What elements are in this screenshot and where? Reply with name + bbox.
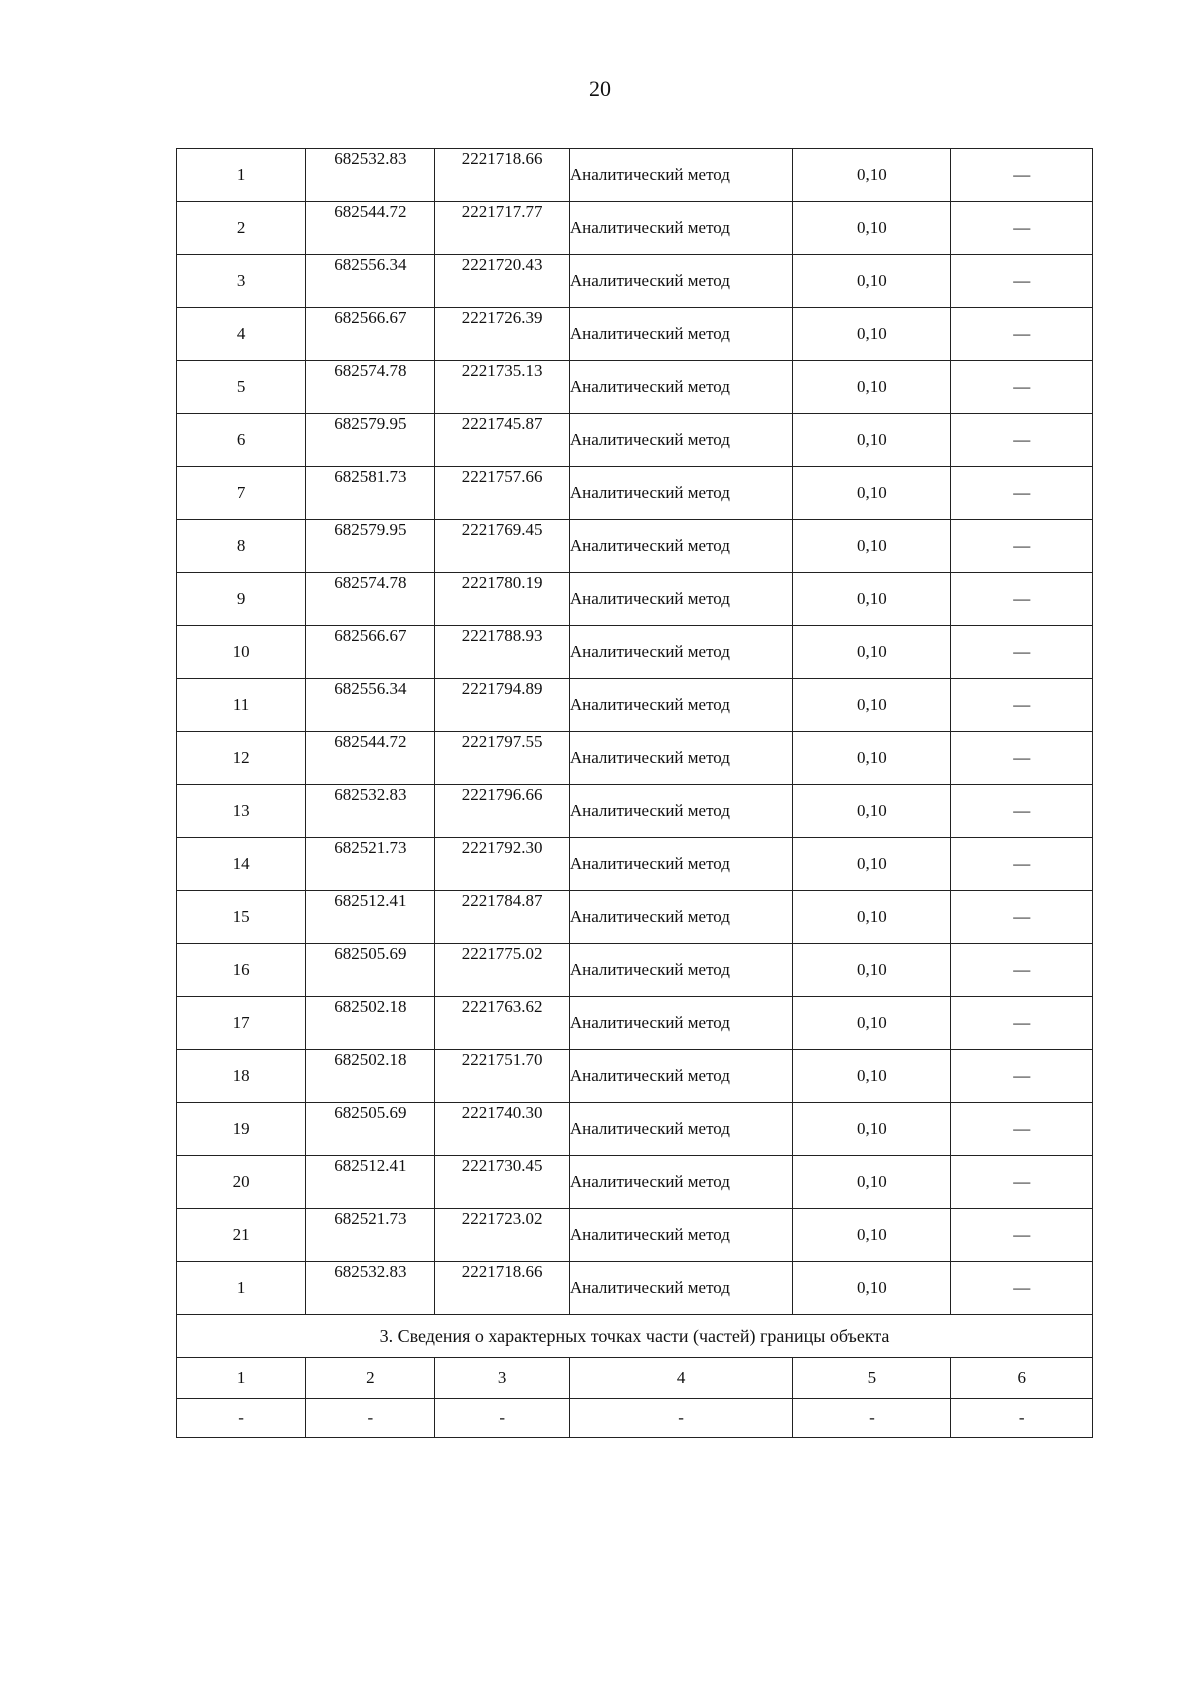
note-cell: —	[951, 626, 1093, 679]
coord-y-cell: 2221794.89	[435, 679, 569, 732]
section3-empty-cell: -	[435, 1399, 569, 1438]
section3-title-row	[177, 1315, 1093, 1358]
point-number-cell: 10	[177, 626, 306, 679]
accuracy-cell: 0,10	[793, 202, 951, 255]
note-cell: —	[951, 414, 1093, 467]
table-row	[177, 467, 1093, 520]
coord-y-cell: 2221757.66	[435, 467, 569, 520]
table-row	[177, 1262, 1093, 1315]
section3-header-cell: 2	[306, 1358, 435, 1399]
section3-header-cell: 6	[951, 1358, 1093, 1399]
accuracy-cell: 0,10	[793, 1209, 951, 1262]
coord-x-cell: 682521.73	[306, 838, 435, 891]
coord-y-cell: 2221796.66	[435, 785, 569, 838]
note-cell: —	[951, 891, 1093, 944]
method-cell: Аналитический метод	[569, 679, 793, 732]
coord-y-cell: 2221730.45	[435, 1156, 569, 1209]
coord-y-cell: 2221792.30	[435, 838, 569, 891]
method-cell: Аналитический метод	[569, 891, 793, 944]
point-number-cell: 13	[177, 785, 306, 838]
table-row	[177, 891, 1093, 944]
section3-header-row	[177, 1358, 1093, 1399]
section3-empty-cell: -	[951, 1399, 1093, 1438]
coord-y-cell: 2221784.87	[435, 891, 569, 944]
section3-title: 3. Сведения о характерных точках части (частей) границы объекта	[177, 1315, 1093, 1358]
section3-empty-cell: -	[793, 1399, 951, 1438]
point-number-cell: 2	[177, 202, 306, 255]
table-row	[177, 149, 1093, 202]
accuracy-cell: 0,10	[793, 255, 951, 308]
accuracy-cell: 0,10	[793, 361, 951, 414]
point-number-cell: 14	[177, 838, 306, 891]
table-row	[177, 202, 1093, 255]
coord-y-cell: 2221775.02	[435, 944, 569, 997]
note-cell: —	[951, 1103, 1093, 1156]
note-cell: —	[951, 732, 1093, 785]
table-row	[177, 308, 1093, 361]
accuracy-cell: 0,10	[793, 414, 951, 467]
accuracy-cell: 0,10	[793, 149, 951, 202]
point-number-cell: 1	[177, 1262, 306, 1315]
section3-header-cell: 4	[569, 1358, 793, 1399]
table-row	[177, 255, 1093, 308]
point-number-cell: 16	[177, 944, 306, 997]
table-row	[177, 414, 1093, 467]
note-cell: —	[951, 997, 1093, 1050]
method-cell: Аналитический метод	[569, 202, 793, 255]
method-cell: Аналитический метод	[569, 361, 793, 414]
accuracy-cell: 0,10	[793, 308, 951, 361]
table-row	[177, 785, 1093, 838]
coord-y-cell: 2221763.62	[435, 997, 569, 1050]
accuracy-cell: 0,10	[793, 1050, 951, 1103]
table-row	[177, 838, 1093, 891]
coord-x-cell: 682566.67	[306, 308, 435, 361]
coord-x-cell: 682512.41	[306, 891, 435, 944]
note-cell: —	[951, 838, 1093, 891]
point-number-cell: 11	[177, 679, 306, 732]
table-row	[177, 1209, 1093, 1262]
coord-x-cell: 682532.83	[306, 149, 435, 202]
coord-y-cell: 2221780.19	[435, 573, 569, 626]
coord-x-cell: 682505.69	[306, 1103, 435, 1156]
section3-empty-cell: -	[177, 1399, 306, 1438]
coord-y-cell: 2221745.87	[435, 414, 569, 467]
coord-y-cell: 2221726.39	[435, 308, 569, 361]
section3-header-cell: 3	[435, 1358, 569, 1399]
table-row	[177, 1103, 1093, 1156]
coord-y-cell: 2221718.66	[435, 149, 569, 202]
note-cell: —	[951, 255, 1093, 308]
method-cell: Аналитический метод	[569, 626, 793, 679]
coord-y-cell: 2221720.43	[435, 255, 569, 308]
accuracy-cell: 0,10	[793, 785, 951, 838]
section3-header-cell: 1	[177, 1358, 306, 1399]
note-cell: —	[951, 1262, 1093, 1315]
note-cell: —	[951, 1209, 1093, 1262]
accuracy-cell: 0,10	[793, 626, 951, 679]
point-number-cell: 5	[177, 361, 306, 414]
coord-y-cell: 2221740.30	[435, 1103, 569, 1156]
coord-x-cell: 682544.72	[306, 202, 435, 255]
table-row	[177, 679, 1093, 732]
coord-x-cell: 682574.78	[306, 573, 435, 626]
point-number-cell: 1	[177, 149, 306, 202]
coord-x-cell: 682532.83	[306, 1262, 435, 1315]
method-cell: Аналитический метод	[569, 1156, 793, 1209]
method-cell: Аналитический метод	[569, 414, 793, 467]
method-cell: Аналитический метод	[569, 1262, 793, 1315]
coord-x-cell: 682505.69	[306, 944, 435, 997]
accuracy-cell: 0,10	[793, 1156, 951, 1209]
points-table-body	[177, 149, 1093, 1315]
point-number-cell: 8	[177, 520, 306, 573]
accuracy-cell: 0,10	[793, 573, 951, 626]
method-cell: Аналитический метод	[569, 838, 793, 891]
accuracy-cell: 0,10	[793, 944, 951, 997]
coord-y-cell: 2221769.45	[435, 520, 569, 573]
note-cell: —	[951, 785, 1093, 838]
coord-x-cell: 682581.73	[306, 467, 435, 520]
point-number-cell: 7	[177, 467, 306, 520]
accuracy-cell: 0,10	[793, 679, 951, 732]
coord-x-cell: 682566.67	[306, 626, 435, 679]
point-number-cell: 9	[177, 573, 306, 626]
method-cell: Аналитический метод	[569, 944, 793, 997]
point-number-cell: 21	[177, 1209, 306, 1262]
accuracy-cell: 0,10	[793, 997, 951, 1050]
table-row	[177, 1050, 1093, 1103]
coordinates-table	[176, 148, 1093, 1438]
note-cell: —	[951, 573, 1093, 626]
coord-x-cell: 682556.34	[306, 679, 435, 732]
note-cell: —	[951, 202, 1093, 255]
accuracy-cell: 0,10	[793, 732, 951, 785]
table-row	[177, 997, 1093, 1050]
point-number-cell: 15	[177, 891, 306, 944]
method-cell: Аналитический метод	[569, 255, 793, 308]
coord-x-cell: 682574.78	[306, 361, 435, 414]
coord-y-cell: 2221718.66	[435, 1262, 569, 1315]
accuracy-cell: 0,10	[793, 838, 951, 891]
note-cell: —	[951, 149, 1093, 202]
accuracy-cell: 0,10	[793, 1103, 951, 1156]
coord-y-cell: 2221717.77	[435, 202, 569, 255]
coord-x-cell: 682579.95	[306, 520, 435, 573]
note-cell: —	[951, 1050, 1093, 1103]
point-number-cell: 20	[177, 1156, 306, 1209]
accuracy-cell: 0,10	[793, 520, 951, 573]
table-row	[177, 573, 1093, 626]
coord-y-cell: 2221751.70	[435, 1050, 569, 1103]
note-cell: —	[951, 467, 1093, 520]
accuracy-cell: 0,10	[793, 1262, 951, 1315]
section3-header-cell: 5	[793, 1358, 951, 1399]
method-cell: Аналитический метод	[569, 520, 793, 573]
coord-x-cell: 682502.18	[306, 997, 435, 1050]
note-cell: —	[951, 944, 1093, 997]
table-row	[177, 944, 1093, 997]
coord-y-cell: 2221797.55	[435, 732, 569, 785]
section3-body	[177, 1315, 1093, 1438]
coord-x-cell: 682532.83	[306, 785, 435, 838]
method-cell: Аналитический метод	[569, 308, 793, 361]
note-cell: —	[951, 520, 1093, 573]
method-cell: Аналитический метод	[569, 997, 793, 1050]
accuracy-cell: 0,10	[793, 891, 951, 944]
coord-x-cell: 682502.18	[306, 1050, 435, 1103]
table-row	[177, 520, 1093, 573]
method-cell: Аналитический метод	[569, 1209, 793, 1262]
method-cell: Аналитический метод	[569, 732, 793, 785]
coord-x-cell: 682521.73	[306, 1209, 435, 1262]
note-cell: —	[951, 308, 1093, 361]
table-row	[177, 1156, 1093, 1209]
coord-x-cell: 682512.41	[306, 1156, 435, 1209]
method-cell: Аналитический метод	[569, 785, 793, 838]
note-cell: —	[951, 679, 1093, 732]
point-number-cell: 6	[177, 414, 306, 467]
note-cell: —	[951, 1156, 1093, 1209]
page-number: 20	[589, 76, 611, 101]
coord-x-cell: 682544.72	[306, 732, 435, 785]
coord-x-cell: 682556.34	[306, 255, 435, 308]
method-cell: Аналитический метод	[569, 467, 793, 520]
section3-empty-row	[177, 1399, 1093, 1438]
point-number-cell: 4	[177, 308, 306, 361]
method-cell: Аналитический метод	[569, 573, 793, 626]
note-cell: —	[951, 361, 1093, 414]
point-number-cell: 17	[177, 997, 306, 1050]
point-number-cell: 18	[177, 1050, 306, 1103]
coord-y-cell: 2221735.13	[435, 361, 569, 414]
method-cell: Аналитический метод	[569, 149, 793, 202]
section3-empty-cell: -	[306, 1399, 435, 1438]
coord-y-cell: 2221723.02	[435, 1209, 569, 1262]
accuracy-cell: 0,10	[793, 467, 951, 520]
coord-x-cell: 682579.95	[306, 414, 435, 467]
method-cell: Аналитический метод	[569, 1103, 793, 1156]
point-number-cell: 3	[177, 255, 306, 308]
table-row	[177, 626, 1093, 679]
point-number-cell: 19	[177, 1103, 306, 1156]
coord-y-cell: 2221788.93	[435, 626, 569, 679]
method-cell: Аналитический метод	[569, 1050, 793, 1103]
point-number-cell: 12	[177, 732, 306, 785]
section3-empty-cell: -	[569, 1399, 793, 1438]
table-row	[177, 361, 1093, 414]
table-row	[177, 732, 1093, 785]
